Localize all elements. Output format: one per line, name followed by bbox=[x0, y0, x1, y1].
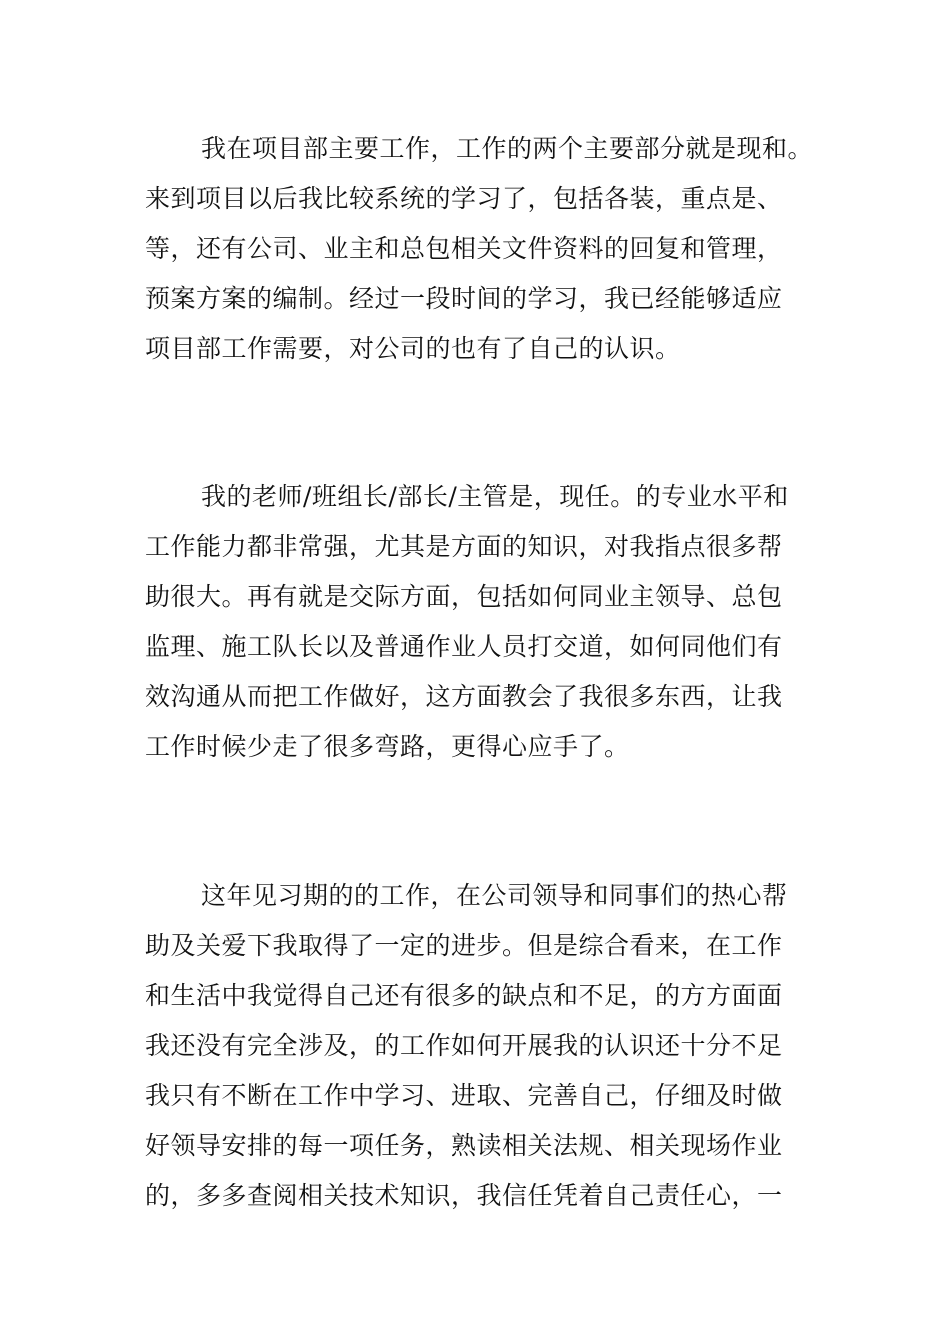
paragraph-3 bbox=[145, 871, 845, 1221]
text-line: 我的老师/班组长/部长/主管是，现任。的专业水平和 bbox=[201, 482, 789, 511]
text-line: 工作能力都非常强，尤其是方面的知识，对我指点很多帮 bbox=[145, 532, 783, 561]
text-line: 我还没有完全涉及，的工作如何开展我的认识还十分不足 bbox=[145, 1031, 783, 1060]
text-line: 等，还有公司、业主和总包相关文件资料的回复和管理， bbox=[145, 234, 783, 263]
text-line: 和生活中我觉得自己还有很多的缺点和不足，的方方面面 bbox=[145, 981, 783, 1010]
paragraph-2 bbox=[145, 472, 845, 772]
paragraph-1 bbox=[145, 124, 845, 374]
text-line: 助及关爱下我取得了一定的进步。但是综合看来，在工作 bbox=[145, 931, 783, 960]
text-line: 助很大。再有就是交际方面，包括如何同业主领导、总包 bbox=[145, 582, 783, 611]
text-line: 工作时候少走了很多弯路，更得心应手了。 bbox=[145, 732, 630, 761]
text-line: 项目部工作需要，对公司的也有了自己的认识。 bbox=[145, 334, 681, 363]
text-line: 的，多多查阅相关技术知识，我信任凭着自己责任心，一 bbox=[145, 1181, 783, 1210]
text-line: 这年见习期的的工作，在公司领导和同事们的热心帮 bbox=[201, 881, 788, 910]
text-line: 来到项目以后我比较系统的学习了，包括各装，重点是、 bbox=[145, 184, 783, 213]
text-line: 效沟通从而把工作做好，这方面教会了我很多东西，让我 bbox=[145, 682, 783, 711]
text-line: 预案方案的编制。经过一段时间的学习，我已经能够适应 bbox=[145, 284, 783, 313]
text-line: 我只有不断在工作中学习、进取、完善自己，仔细及时做 bbox=[145, 1081, 783, 1110]
text-line: 监理、施工队长以及普通作业人员打交道，如何同他们有 bbox=[145, 632, 783, 661]
text-line: 我在项目部主要工作，工作的两个主要部分就是现和。 bbox=[201, 134, 814, 163]
text-line: 好领导安排的每一项任务，熟读相关法规、相关现场作业 bbox=[145, 1131, 783, 1160]
